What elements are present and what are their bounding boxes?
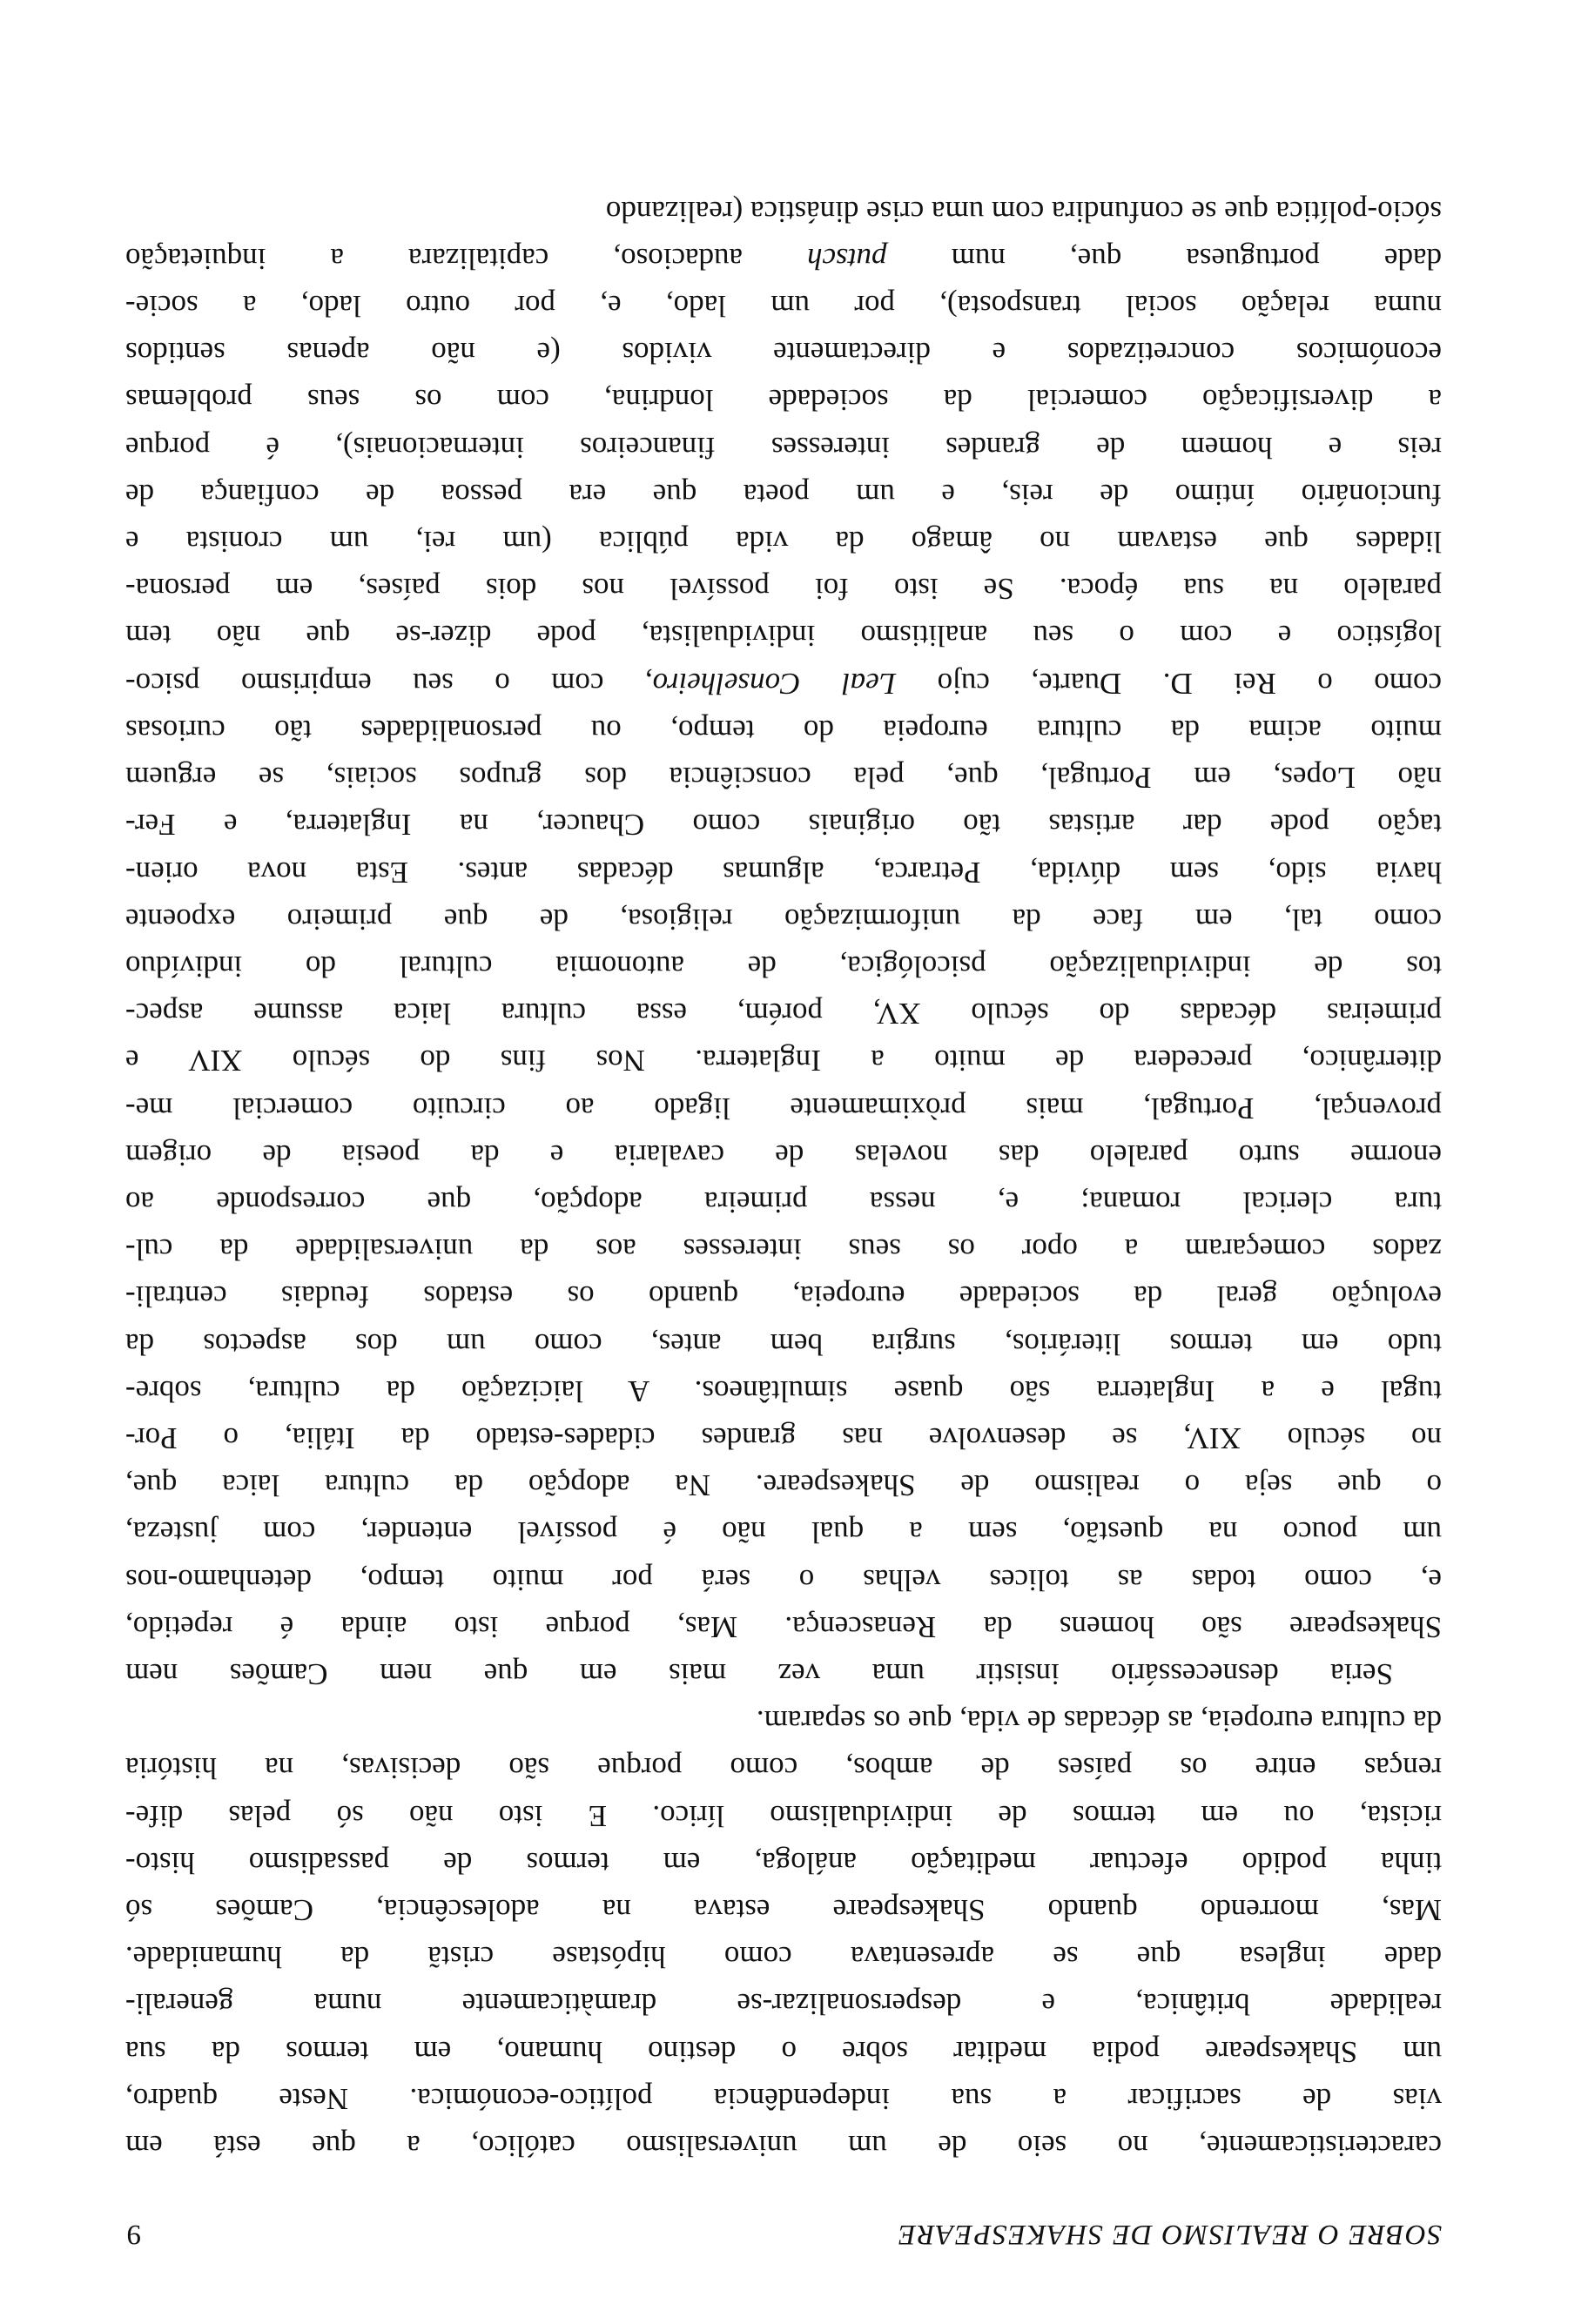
- text-line: Mas, morrendo quando Shakespeare estava na adolescência, Camões só: [125, 1892, 1442, 1927]
- text-line: realidade britânica, e despersonalizar-se dramàticamente numa generali-: [125, 1987, 1442, 2022]
- text-line: lidades que estavam no âmago da vida pública (um rei, um cronista e: [125, 525, 1442, 560]
- text-line: dade inglesa que se apresentava como hipóstase cristã da humanidade.: [125, 1940, 1442, 1975]
- text-line: tudo em termos literários, surgira bem antes, como um dos aspectos da: [125, 1327, 1442, 1361]
- text-line: tinha podido efectuar meditação análoga, em termos de passadismo histo-: [125, 1845, 1442, 1880]
- text-line: funcionário íntimo de reis, e um poeta que era pessoa de confiança de: [125, 477, 1442, 512]
- text-line: dade portuguesa que, num putsch audacioso, capitalizara a inquietação: [125, 241, 1442, 276]
- text-line: evolução geral da sociedade europeia, quando os estados feudais centrali-: [125, 1280, 1442, 1314]
- text-line: tação pode dar artistas tão originais como Chaucer, na Inglaterra, e Fer-: [125, 808, 1442, 843]
- paragraph: [125, 1697, 1442, 2169]
- text-line: o que seja o realismo de Shakespeare. Na adopção da cultura laica que,: [125, 1468, 1442, 1503]
- text-line: económicos concretizados e directamente vividos (e não apenas sentidos: [125, 336, 1442, 371]
- text-line: vias de sacrificar a sua independência político-económica. Neste quadro,: [125, 2081, 1442, 2116]
- text-line: diterrânico, precedera de muito a Inglaterra. Nos fins do século XIV e: [125, 1044, 1442, 1078]
- running-head: [125, 2219, 1442, 2250]
- text-line: havia sido, sem dúvida, Petrarca, algumas décadas antes. Esta nova orien-: [125, 855, 1442, 890]
- running-head-title: SOBRE O REALISMO DE SHAKESPEARE: [897, 2219, 1442, 2250]
- text-line: como tal, em face da uniformização religiosa, de que primeiro expoente: [125, 902, 1442, 937]
- text-line: sócio-política que se confundira com uma crise dinástica (realizando: [605, 194, 1442, 229]
- text-line: a diversificação comercial da sociedade londrina, com os seus problemas: [125, 383, 1442, 418]
- text-line: caracteristicamente, no seio de um universalismo católico, a que está em: [125, 2129, 1442, 2163]
- body-text: [125, 187, 1442, 2169]
- text-line: um pouco na questão, sem a qual não é possível entender, com justeza,: [125, 1515, 1442, 1550]
- text-line: reis e homem de grandes interesses financeiros internacionais), é porque: [125, 430, 1442, 465]
- text-line: Seria desnecessário insistir uma vez mais em que nem Camões nem: [125, 1656, 1393, 1691]
- text-line: zados começaram a opor os seus interesses aos da universalidade da cul-: [125, 1233, 1442, 1267]
- text-line: da cultura europeia, as décadas de vida, que os separam.: [756, 1704, 1442, 1739]
- paragraph: [125, 187, 1442, 1697]
- text-line: como o Rei D. Duarte, cujo Leal Conselheiro, com o seu empirismo psico-: [125, 666, 1442, 701]
- text-line: muito acima da cultura europeia do tempo, ou personalidades tão curiosas: [125, 713, 1442, 748]
- page-number: 9: [125, 2219, 141, 2250]
- text-line: um Shakespeare podia meditar sobre o destino humano, em termos da sua: [125, 2034, 1442, 2069]
- text-line: no século XIV, se desenvolve nas grandes cidades-estado da Itália, o Por-: [125, 1421, 1442, 1455]
- text-line: não Lopes, em Portugal, que, pela consciência dos grupos sociais, se erguem: [125, 761, 1442, 796]
- text-line: tos de individualização psicológica, de autonomia cultural do indivíduo: [125, 949, 1442, 984]
- text-line: tura clerical romana; e, nessa primeira adopção, que corresponde ao: [125, 1185, 1442, 1219]
- text-line: provençal, Portugal, mais pròximamente ligado ao circuito comercial me-: [125, 1091, 1442, 1125]
- text-line: renças entre os países de ambos, como porque são decisivas, na história: [125, 1751, 1442, 1786]
- text-line: e, como todas as tolices velhas o será por muito tempo, detenhamo-nos: [125, 1562, 1442, 1597]
- text-line: primeiras décadas do século XV, porém, essa cultura laica assume aspec-: [125, 997, 1442, 1031]
- text-line: logístico e com o seu analitismo individualista, pode dizer-se que não tem: [125, 619, 1442, 654]
- text-line: paralelo na sua época. Se isto foi possível nos dois países, em persona-: [125, 572, 1442, 607]
- text-line: numa relação social transposta), por um lado, e, por outro lado, a socie-: [125, 289, 1442, 324]
- text-line: tugal e a Inglaterra são quase simultâneos. A laicização da cultura, sobre-: [125, 1374, 1442, 1408]
- text-line: Shakespeare são homens da Renascença. Mas, porque isto ainda é repetido,: [125, 1609, 1442, 1644]
- text-line: enorme surto paralelo das novelas de cavalaria e da poesia de origem: [125, 1138, 1442, 1172]
- text-line: ricista, ou em termos de individualismo lírico. E isto não só pelas dife-: [125, 1798, 1442, 1833]
